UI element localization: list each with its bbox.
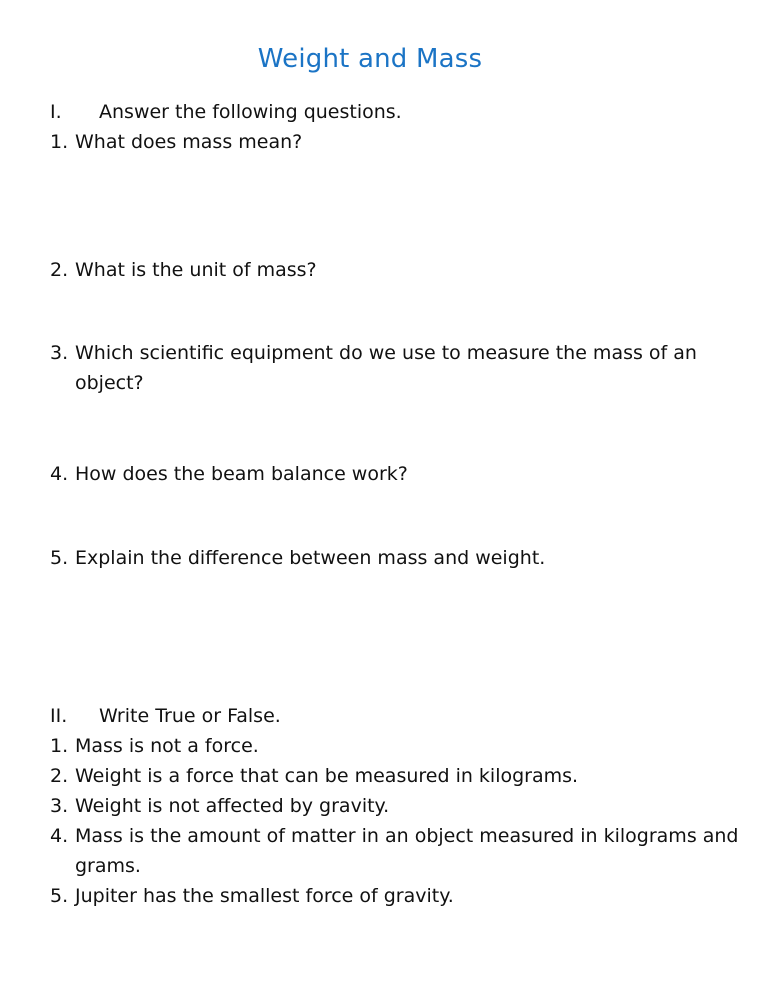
question-text: What is the unit of mass? xyxy=(75,259,317,281)
statement-text: Mass is the amount of matter in an object measured in kilograms and xyxy=(75,825,739,847)
question-item xyxy=(0,338,768,398)
question-number: 2. xyxy=(50,259,69,281)
question-item xyxy=(0,543,768,573)
question-number: 4. xyxy=(50,463,69,485)
statement-number: 3. xyxy=(50,795,69,817)
question-number: 1. xyxy=(50,131,69,153)
question-text-continued: object? xyxy=(75,372,144,394)
statement-number: 2. xyxy=(50,765,69,787)
statement-number: 4. xyxy=(50,825,69,847)
section-2-numeral: II. xyxy=(50,705,68,727)
statement-text-continued: grams. xyxy=(75,855,141,877)
statement-item xyxy=(0,731,768,761)
section-1-numeral: I. xyxy=(50,101,62,123)
statement-number: 5. xyxy=(50,885,69,907)
statement-item xyxy=(0,791,768,821)
statement-item xyxy=(0,821,768,881)
question-item xyxy=(0,255,768,285)
question-text: What does mass mean? xyxy=(75,131,303,153)
question-text: Explain the difference between mass and weight. xyxy=(75,547,546,569)
statement-text: Weight is a force that can be measured in kilograms. xyxy=(75,765,579,787)
question-number: 5. xyxy=(50,547,69,569)
question-item xyxy=(0,127,768,157)
statement-text: Mass is not a force. xyxy=(75,735,259,757)
question-item xyxy=(0,459,768,489)
statement-item xyxy=(0,761,768,791)
statement-number: 1. xyxy=(50,735,69,757)
page-title: Weight and Mass xyxy=(257,44,483,74)
question-number: 3. xyxy=(50,342,69,364)
statement-text: Jupiter has the smallest force of gravity. xyxy=(75,885,454,907)
section-1-title: Answer the following questions. xyxy=(99,101,402,123)
section-2-heading xyxy=(0,701,768,731)
section-2-title: Write True or False. xyxy=(99,705,281,727)
statement-text: Weight is not affected by gravity. xyxy=(75,795,390,817)
section-1-heading xyxy=(0,97,768,127)
question-text: How does the beam balance work? xyxy=(75,463,408,485)
question-text: Which scientific equipment do we use to measure the mass of an xyxy=(75,342,697,364)
statement-item xyxy=(0,881,768,911)
